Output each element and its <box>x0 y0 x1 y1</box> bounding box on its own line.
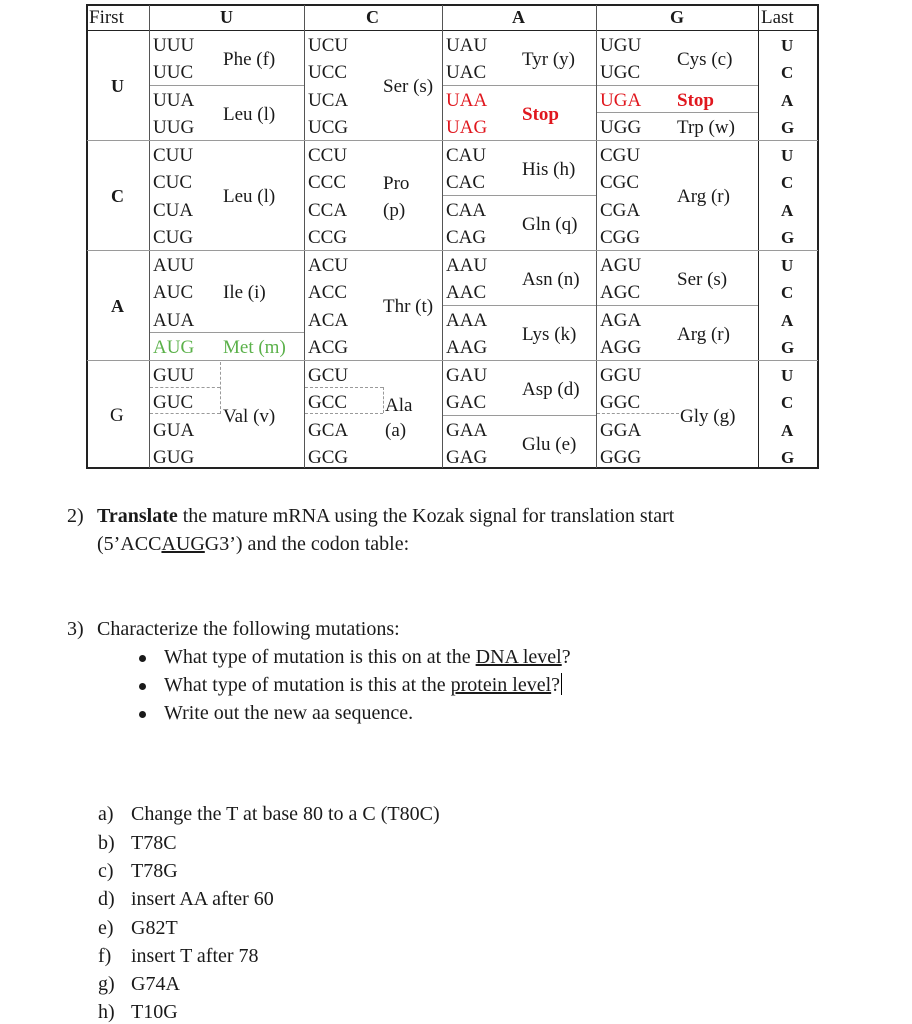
mutation-label: d) <box>98 888 115 910</box>
codon: GUA <box>153 420 195 441</box>
kozak-suffix: G3’) and the codon table: <box>204 533 410 555</box>
aa-trp: Trp (w) <box>677 117 735 138</box>
codon: ACG <box>308 337 349 358</box>
codon: GGA <box>600 420 642 441</box>
codon: CGG <box>600 227 641 248</box>
codon: UUA <box>153 90 195 111</box>
aa-cys: Cys (c) <box>677 49 733 70</box>
aa-arg: Arg (r) <box>677 186 730 207</box>
codon: GAA <box>446 420 488 441</box>
bullet-text: What type of mutation is this at the <box>164 674 451 696</box>
codon: UCA <box>308 90 349 111</box>
col-header-a: A <box>512 7 525 27</box>
codon: GAC <box>446 392 487 413</box>
question-3-number: 3) <box>67 618 84 640</box>
bullet-text: ? <box>561 646 571 668</box>
mutation-text: T10G <box>131 1001 178 1023</box>
codon: AAA <box>446 310 488 331</box>
codon: GCA <box>308 420 349 441</box>
codon: CAA <box>446 200 487 221</box>
codon: AUA <box>153 310 195 331</box>
last-label: C <box>781 393 794 412</box>
codon: GCC <box>308 392 348 413</box>
aa-stop: Stop <box>522 104 559 125</box>
aa-lys: Lys (k) <box>522 324 577 345</box>
codon: AGC <box>600 282 641 303</box>
aa-ala: Ala <box>385 395 413 416</box>
aa-arg: Arg (r) <box>677 324 730 345</box>
codon: CUC <box>153 172 193 193</box>
row-header-u: U <box>111 76 124 96</box>
bullet-icon <box>139 683 146 690</box>
aa-phe: Phe (f) <box>223 49 276 70</box>
last-label: A <box>781 91 794 110</box>
last-label: C <box>781 173 794 192</box>
codon: CCU <box>308 145 348 166</box>
aa-met: Met (m) <box>223 337 286 358</box>
kozak-start-codon: AUG <box>161 533 205 555</box>
question-2-number: 2) <box>67 505 84 527</box>
aa-leu: Leu (l) <box>223 104 276 125</box>
mutation-text: Change the T at base 80 to a C (T80C) <box>131 803 440 825</box>
last-label: G <box>781 338 795 357</box>
mutation-text: G82T <box>131 917 178 939</box>
last-label: U <box>781 256 794 275</box>
aa-ser: Ser (s) <box>383 76 434 97</box>
question-2-bold: Translate <box>97 505 178 527</box>
mutation-text: T78G <box>131 860 178 882</box>
codon: GUG <box>153 447 195 468</box>
codon: AGA <box>600 310 642 331</box>
question-2-text <box>97 504 674 528</box>
codon: GCU <box>308 365 349 386</box>
codon-stop: UAG <box>446 117 488 138</box>
codon: CGA <box>600 200 641 221</box>
row-header-a: A <box>111 296 124 316</box>
codon: GAU <box>446 365 488 386</box>
aa-gly: Gly (g) <box>680 406 736 427</box>
bullet-icon <box>139 655 146 662</box>
col-header-g: G <box>670 7 685 27</box>
codon: CAC <box>446 172 486 193</box>
codon: ACU <box>308 255 349 276</box>
codon: AAG <box>446 337 488 358</box>
codon: GGC <box>600 392 641 413</box>
codon: AGG <box>600 337 642 358</box>
last-label: U <box>781 36 794 55</box>
codon: AUU <box>153 255 195 276</box>
codon: AUC <box>153 282 194 303</box>
mutation-text: insert AA after 60 <box>131 888 274 910</box>
mutation-text: G74A <box>131 973 180 995</box>
bullet-new-sequence: Write out the new aa sequence. <box>164 702 414 724</box>
aa-asn: Asn (n) <box>522 269 580 290</box>
bullet-icon <box>139 711 146 718</box>
codon: UCU <box>308 35 349 56</box>
kozak-prefix: (5’ACC <box>97 533 162 555</box>
aa-leu: Leu (l) <box>223 186 276 207</box>
aa-his: His (h) <box>522 159 576 180</box>
codon: CCC <box>308 172 347 193</box>
last-label: U <box>781 366 794 385</box>
aa-asp: Asp (d) <box>522 379 580 400</box>
aa-pro-code: (p) <box>383 200 406 221</box>
bullet-text: What type of mutation is this on at the <box>164 646 476 668</box>
aa-ile: Ile (i) <box>223 282 266 303</box>
codon-stop: UGA <box>600 90 642 111</box>
mutation-label: c) <box>98 860 114 882</box>
col-header-u: U <box>220 7 233 27</box>
codon: CGU <box>600 145 641 166</box>
codon: GUC <box>153 392 194 413</box>
mutation-label: f) <box>98 945 112 967</box>
corner-last: Last <box>761 7 794 28</box>
codon: ACC <box>308 282 348 303</box>
mutation-label: g) <box>98 973 115 995</box>
codon: ACA <box>308 310 349 331</box>
codon: GAG <box>446 447 488 468</box>
protein-level-link: protein level <box>450 674 552 696</box>
codon: UGU <box>600 35 642 56</box>
codon: CAU <box>446 145 487 166</box>
last-label: U <box>781 146 794 165</box>
last-label: A <box>781 201 794 220</box>
codon: GUU <box>153 365 195 386</box>
last-label: A <box>781 311 794 330</box>
last-label: G <box>781 448 795 467</box>
bullet-text: ? <box>551 674 561 696</box>
row-header-g: G <box>110 405 124 426</box>
codon: UCG <box>308 117 349 138</box>
bullet-protein-level[interactable] <box>164 673 562 697</box>
mutation-label: b) <box>98 832 115 854</box>
last-label: G <box>781 228 795 247</box>
aa-gln: Gln (q) <box>522 214 578 235</box>
question-2-rest: the mature mRNA using the Kozak signal for translation start <box>177 505 675 527</box>
aa-pro: Pro <box>383 173 410 194</box>
dna-level-link: DNA level <box>475 646 562 668</box>
codon: CCA <box>308 200 348 221</box>
codon: AGU <box>600 255 642 276</box>
mutation-label: h) <box>98 1001 115 1023</box>
col-header-c: C <box>366 7 379 27</box>
codon: GGG <box>600 447 642 468</box>
mutation-label: e) <box>98 917 114 939</box>
codon: CUU <box>153 145 194 166</box>
mutation-label: a) <box>98 803 114 825</box>
text-cursor <box>561 673 562 695</box>
question-2-line2 <box>97 532 409 556</box>
mutation-text: insert T after 78 <box>131 945 259 967</box>
last-label: C <box>781 283 794 302</box>
last-label: A <box>781 421 794 440</box>
row-header-c: C <box>111 186 124 206</box>
codon-start: AUG <box>153 337 195 358</box>
question-3-title: Characterize the following mutations: <box>97 618 400 640</box>
codon: UAU <box>446 35 488 56</box>
mutation-text: T78C <box>131 832 177 854</box>
codon: UGG <box>600 117 642 138</box>
codon: CUA <box>153 200 194 221</box>
codon: AAC <box>446 282 487 303</box>
codon: UGC <box>600 62 641 83</box>
codon: UUG <box>153 117 195 138</box>
aa-ser: Ser (s) <box>677 269 728 290</box>
codon: CUG <box>153 227 194 248</box>
codon: UUU <box>153 35 195 56</box>
codon: CGC <box>600 172 640 193</box>
codon: UAC <box>446 62 487 83</box>
aa-val: Val (v) <box>223 406 276 427</box>
aa-stop: Stop <box>677 90 714 111</box>
codon: UCC <box>308 62 348 83</box>
aa-thr: Thr (t) <box>383 296 434 317</box>
aa-ala-code: (a) <box>385 420 407 441</box>
aa-tyr: Tyr (y) <box>522 49 576 70</box>
codon: CCG <box>308 227 348 248</box>
codon-stop: UAA <box>446 90 488 111</box>
last-label: C <box>781 63 794 82</box>
bullet-dna-level <box>164 645 571 669</box>
codon: UUC <box>153 62 194 83</box>
last-label: G <box>781 118 795 137</box>
corner-first: First <box>89 7 124 28</box>
codon: GCG <box>308 447 349 468</box>
codon: GGU <box>600 365 642 386</box>
codon: CAG <box>446 227 487 248</box>
aa-glu: Glu (e) <box>522 434 577 455</box>
codon: AAU <box>446 255 488 276</box>
